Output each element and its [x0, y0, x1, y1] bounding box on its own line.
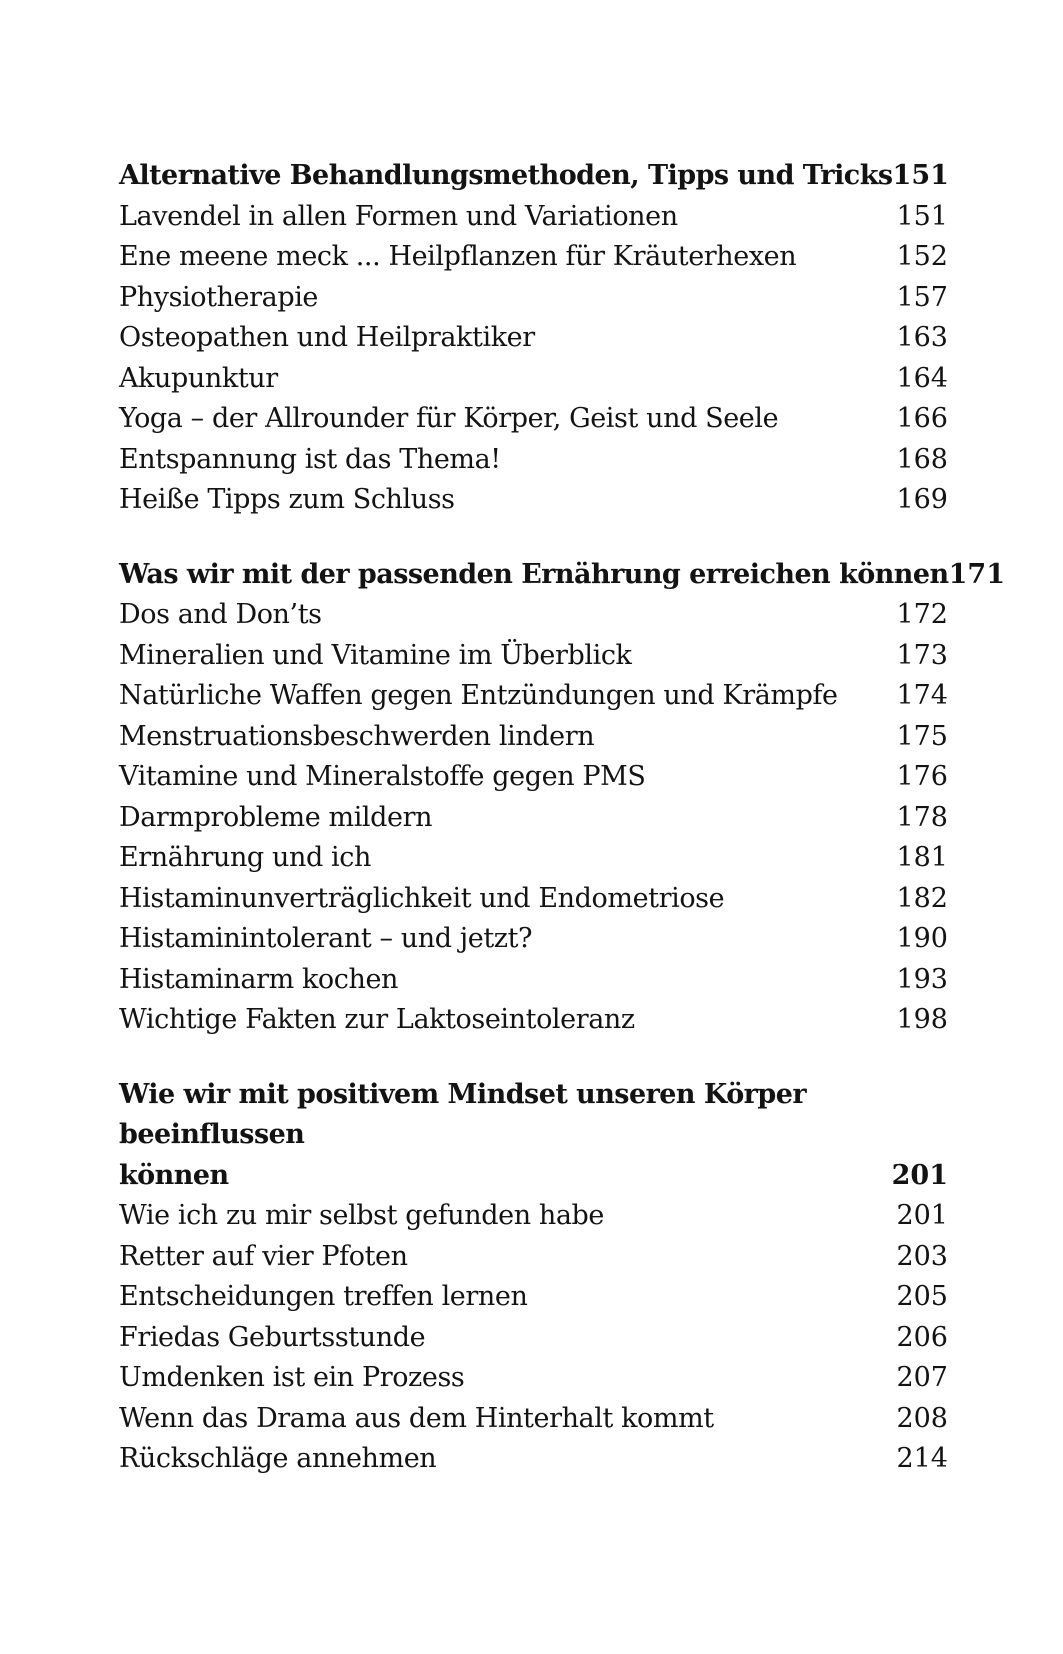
toc-entry-label: Entscheidungen treffen lernen — [119, 1281, 528, 1312]
toc-entry — [119, 197, 948, 238]
toc-entry-page-number: 166 — [896, 403, 948, 434]
section-heading-line: Alternative Behandlungsmethoden, Tipps und Tricks — [119, 160, 893, 191]
toc-entry — [119, 757, 948, 798]
toc-section — [119, 555, 1005, 1041]
toc-entry-label: Histaminunverträglichkeit und Endometriose — [119, 882, 725, 914]
toc-entry-label: Heiße Tipps zum Schluss — [119, 484, 455, 515]
section-heading — [119, 156, 948, 197]
toc-entry-label: Mineralien und Vitamine im Überblick — [119, 639, 632, 671]
toc-entry — [119, 717, 948, 758]
toc-entry — [119, 879, 948, 920]
toc-entry-page-number: 198 — [896, 1004, 948, 1035]
toc-entry — [119, 480, 948, 521]
toc-section — [119, 1075, 948, 1480]
toc-entry-page-number: 157 — [896, 281, 948, 313]
toc-entry-page-number: 214 — [896, 1443, 948, 1474]
toc-entry — [119, 838, 948, 879]
toc-entry-page-number: 163 — [896, 322, 948, 353]
toc-entry-page-number: 207 — [896, 1362, 948, 1393]
toc-entry-label: Friedas Geburtsstunde — [119, 1321, 426, 1353]
toc-entry — [119, 960, 948, 1001]
toc-entry — [119, 237, 948, 278]
toc-entry — [119, 676, 948, 717]
toc-entry-page-number: 174 — [896, 680, 948, 711]
toc-entry — [119, 1439, 948, 1480]
toc-entry-page-number: 169 — [896, 484, 948, 515]
section-heading — [119, 1075, 948, 1197]
toc-entry-label: Dos and Don’ts — [119, 599, 322, 630]
section-heading-line: Was wir mit der passenden Ernährung erreichen können — [119, 558, 949, 590]
toc-entry-label: Histaminintolerant – und jetzt? — [119, 923, 533, 954]
toc-entry-page-number: 178 — [896, 801, 948, 833]
toc-entry-page-number: 172 — [896, 599, 948, 630]
toc-entry-label: Ene meene meck ... Heilpflanzen für Kräuterhexen — [119, 241, 797, 272]
toc-entry-label: Menstruationsbeschwerden lindern — [119, 720, 595, 752]
toc-entry — [119, 1277, 948, 1318]
toc-entry — [119, 278, 948, 319]
toc-entry — [119, 798, 948, 839]
toc-entry-label: Umdenken ist ein Prozess — [119, 1362, 465, 1393]
toc-entry — [119, 440, 948, 481]
toc-entry-page-number: 168 — [896, 443, 948, 475]
toc-entry — [119, 318, 948, 359]
toc-entry — [119, 636, 948, 677]
toc-entry-page-number: 151 — [896, 200, 948, 232]
toc-entry-label: Yoga – der Allrounder für Körper, Geist und Seele — [119, 403, 779, 434]
table-of-contents-page — [119, 156, 1005, 1480]
toc-entry-page-number: 181 — [896, 842, 948, 873]
toc-entry-label: Lavendel in allen Formen und Variationen — [119, 200, 678, 232]
toc-entry-page-number: 176 — [896, 761, 948, 792]
toc-entry-label: Wichtige Fakten zur Laktoseintoleranz — [119, 1004, 635, 1035]
toc-entry-label: Ernährung und ich — [119, 842, 371, 873]
section-page-number: 171 — [948, 558, 1005, 590]
toc-entry-label: Natürliche Waffen gegen Entzündungen und Krämpfe — [119, 680, 838, 711]
toc-entry-page-number: 164 — [896, 362, 948, 394]
toc-entry — [119, 1318, 948, 1359]
toc-entry — [119, 1196, 948, 1237]
section-heading — [119, 555, 1005, 596]
toc-entry-page-number: 175 — [896, 720, 948, 752]
section-heading-line: können — [119, 1159, 229, 1191]
toc-entry — [119, 359, 948, 400]
toc-entry — [119, 1358, 948, 1399]
toc-entry-page-number: 208 — [896, 1402, 948, 1434]
toc-entry — [119, 595, 948, 636]
toc-entry-page-number: 182 — [896, 882, 948, 914]
toc-entry-label: Entspannung ist das Thema! — [119, 443, 501, 475]
toc-entry-label: Wenn das Drama aus dem Hinterhalt kommt — [119, 1402, 714, 1434]
toc-entry-label: Histaminarm kochen — [119, 963, 399, 995]
toc-entry-label: Vitamine und Mineralstoffe gegen PMS — [119, 761, 646, 792]
toc-entry-label: Physiotherapie — [119, 281, 319, 313]
toc-entry — [119, 1399, 948, 1440]
toc-section — [119, 156, 948, 521]
toc-entry-page-number: 205 — [896, 1281, 948, 1312]
toc-entry-page-number: 201 — [896, 1200, 948, 1231]
toc-entry-label: Darmprobleme mildern — [119, 801, 433, 833]
toc-entry-label: Rückschläge annehmen — [119, 1443, 437, 1474]
toc-entry-page-number: 206 — [896, 1321, 948, 1353]
toc-entry — [119, 919, 948, 960]
toc-entry-page-number: 193 — [896, 963, 948, 995]
toc-entry-page-number: 173 — [896, 639, 948, 671]
toc-entry-page-number: 152 — [896, 241, 948, 272]
toc-entry-label: Wie ich zu mir selbst gefunden habe — [119, 1200, 605, 1231]
toc-entry — [119, 399, 948, 440]
toc-entry-label: Osteopathen und Heilpraktiker — [119, 322, 535, 353]
section-page-number: 201 — [891, 1159, 948, 1191]
toc-entry-page-number: 203 — [896, 1240, 948, 1272]
toc-entry — [119, 1000, 948, 1041]
section-heading-line: Wie wir mit positivem Mindset unseren Körper beeinflussen — [119, 1078, 807, 1150]
toc-entry-page-number: 190 — [896, 923, 948, 954]
toc-entry-label: Retter auf vier Pfoten — [119, 1240, 408, 1272]
section-page-number: 151 — [892, 160, 949, 191]
toc-entry — [119, 1237, 948, 1278]
toc-entry-label: Akupunktur — [119, 362, 278, 394]
